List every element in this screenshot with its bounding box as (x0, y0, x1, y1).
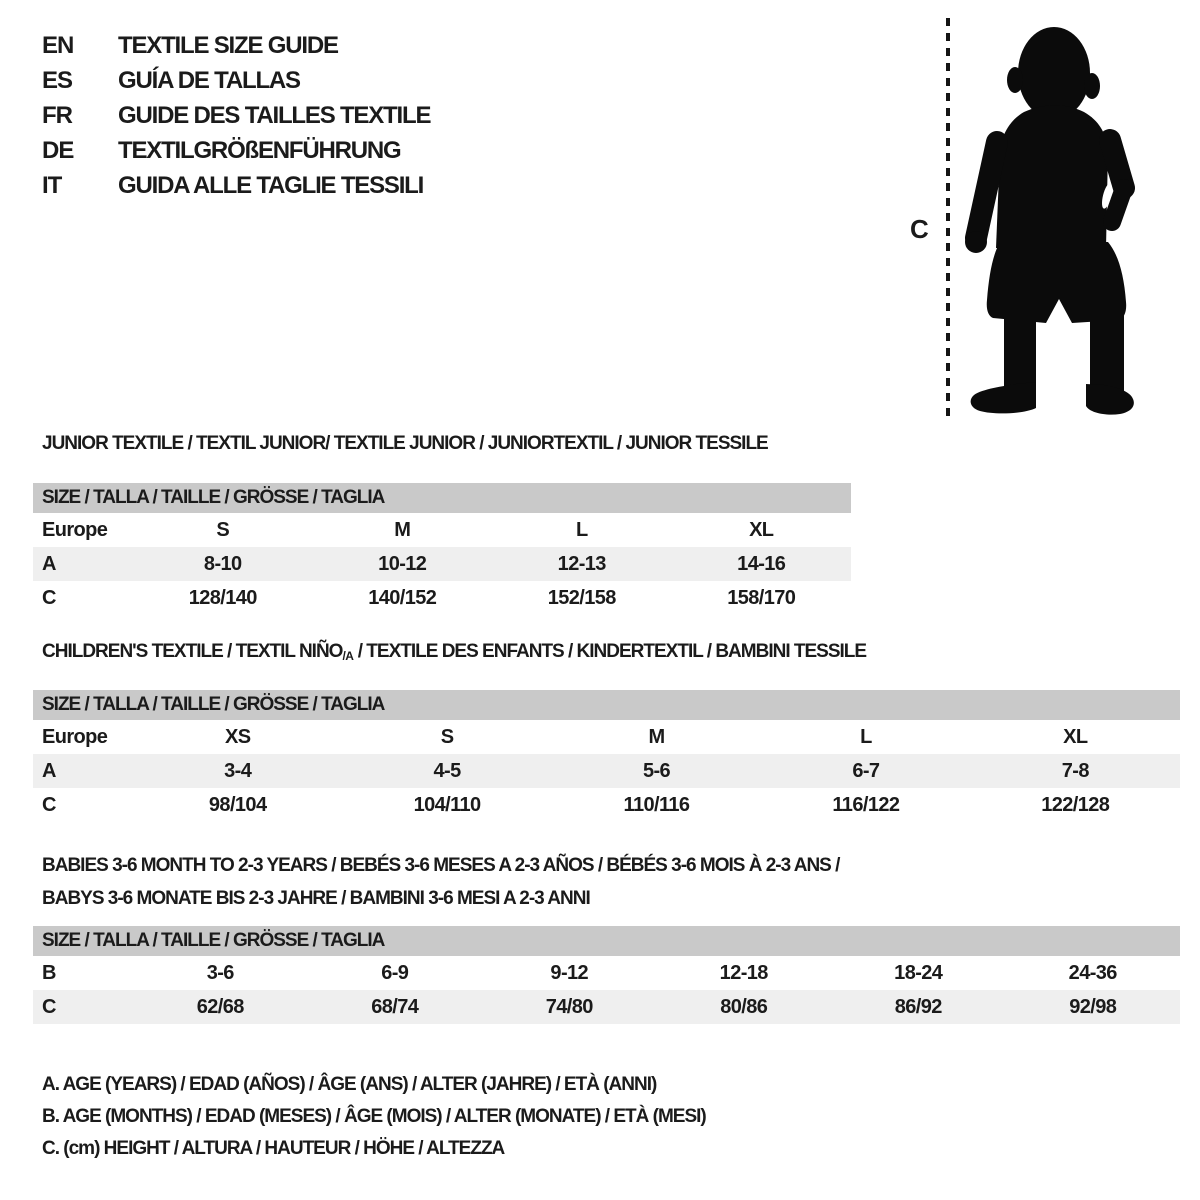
months-cell: 3-6 (206, 962, 234, 984)
row-label: B (42, 962, 56, 984)
height-cell: 92/98 (1069, 996, 1117, 1018)
height-measure-label: C (910, 214, 929, 244)
row-label: A (42, 553, 56, 575)
babies-title-line2: BABYS 3-6 MONATE BIS 2-3 JAHRE / BAMBINI 3-6 MESI A 2-3 ANNI (42, 888, 590, 909)
months-cell: 18-24 (894, 962, 943, 984)
babies-title-line1: BABIES 3-6 MONTH TO 2-3 YEARS / BEBÉS 3-6 MESES A 2-3 AÑOS / BÉBÉS 3-6 MOIS À 2-3 ANS / (42, 855, 840, 876)
size-cell: S (440, 726, 454, 748)
size-header-band (33, 926, 1180, 956)
table-row-europe (33, 720, 1180, 754)
children-table-title (42, 640, 866, 668)
table-row-height (33, 990, 1180, 1024)
height-cell: 116/122 (832, 794, 900, 816)
months-cell: 9-12 (550, 962, 589, 984)
language-row-it (42, 168, 430, 203)
babies-size-table (33, 926, 1180, 1024)
height-cell: 80/86 (720, 996, 768, 1018)
age-cell: 12-13 (557, 553, 606, 575)
table-row-height (33, 581, 851, 615)
size-cell: S (216, 519, 230, 541)
language-code: EN (42, 31, 74, 59)
size-header-label: SIZE / TALLA / TAILLE / GRÖSSE / TAGLIA (42, 930, 385, 951)
language-title: GUIDE DES TAILLES TEXTILE (118, 101, 431, 129)
language-row-fr (42, 98, 430, 133)
height-cell: 110/116 (623, 794, 690, 816)
row-label: A (42, 760, 56, 782)
table-row-europe (33, 513, 851, 547)
measurement-legend (42, 1069, 706, 1165)
height-cell: 62/68 (196, 996, 244, 1018)
height-cell: 86/92 (894, 996, 942, 1018)
age-cell: 8-10 (203, 553, 242, 575)
row-label: C (42, 587, 56, 609)
size-cell: M (394, 519, 411, 541)
row-label: C (42, 996, 56, 1018)
height-measure-dashed-line (946, 18, 950, 416)
size-header-band (33, 483, 851, 513)
row-label: Europe (42, 726, 108, 748)
legend-height-cm: C. (cm) HEIGHT / ALTURA / HAUTEUR / HÖHE / ALTEZZA (42, 1138, 505, 1159)
language-title: TEXTILGRÖßENFÜHRUNG (118, 136, 401, 164)
size-header-label: SIZE / TALLA / TAILLE / GRÖSSE / TAGLIA (42, 487, 385, 508)
age-cell: 10-12 (378, 553, 427, 575)
months-cell: 12-18 (719, 962, 768, 984)
height-cell: 122/128 (1041, 794, 1110, 816)
language-row-de (42, 133, 430, 168)
junior-size-table (33, 483, 851, 615)
children-title-pre: CHILDREN'S TEXTILE / TEXTIL NIÑO (42, 641, 343, 662)
language-title: GUÍA DE TALLAS (118, 66, 300, 94)
children-title-post: / TEXTILE DES ENFANTS / KINDERTEXTIL / BAMBINI TESSILE (353, 641, 867, 662)
height-cell: 152/158 (547, 587, 616, 609)
height-cell: 140/152 (368, 587, 437, 609)
age-cell: 5-6 (642, 760, 671, 782)
junior-table-title: JUNIOR TEXTILE / TEXTIL JUNIOR/ TEXTILE JUNIOR / JUNIORTEXTIL / JUNIOR TESSILE (42, 433, 768, 454)
legend-age-years: A. AGE (YEARS) / EDAD (AÑOS) / ÂGE (ANS) / ALTER (JAHRE) / ETÀ (ANNI) (42, 1074, 657, 1095)
table-row-height (33, 788, 1180, 822)
table-row-age (33, 547, 851, 581)
size-header-band (33, 690, 1180, 720)
language-code: FR (42, 101, 72, 129)
size-header-label: SIZE / TALLA / TAILLE / GRÖSSE / TAGLIA (42, 694, 385, 715)
size-cell: M (648, 726, 665, 748)
children-title-sub: /A (342, 649, 354, 663)
size-cell: L (860, 726, 872, 748)
months-cell: 24-36 (1068, 962, 1117, 984)
language-code: IT (42, 171, 62, 199)
months-cell: 6-9 (381, 962, 409, 984)
height-cell: 158/170 (727, 587, 796, 609)
babies-table-title (42, 849, 962, 915)
height-cell: 104/110 (413, 794, 481, 816)
age-cell: 4-5 (433, 760, 461, 782)
height-cell: 128/140 (188, 587, 257, 609)
age-cell: 6-7 (852, 760, 880, 782)
height-cell: 74/80 (545, 996, 593, 1018)
language-row-en (42, 28, 430, 63)
children-size-table (33, 690, 1180, 822)
table-row-age (33, 754, 1180, 788)
language-row-es (42, 63, 430, 98)
height-cell: 68/74 (371, 996, 419, 1018)
language-code: ES (42, 66, 73, 94)
size-cell: XL (1063, 726, 1088, 748)
language-code: DE (42, 136, 74, 164)
table-row-months (33, 956, 1180, 990)
language-title: TEXTILE SIZE GUIDE (118, 31, 338, 59)
age-cell: 14-16 (737, 553, 786, 575)
height-cell: 98/104 (208, 794, 267, 816)
row-label: Europe (42, 519, 108, 541)
language-title: GUIDA ALLE TAGLIE TESSILI (118, 171, 424, 199)
size-cell: XL (749, 519, 774, 541)
age-cell: 7-8 (1061, 760, 1089, 782)
row-label: C (42, 794, 56, 816)
language-title-list (42, 28, 430, 203)
size-cell: L (575, 519, 588, 541)
age-cell: 3-4 (224, 760, 252, 782)
legend-age-months: B. AGE (MONTHS) / EDAD (MESES) / ÂGE (MOIS) / ALTER (MONATE) / ETÀ (MESI) (42, 1106, 706, 1127)
toddler-silhouette-icon (963, 16, 1140, 424)
size-cell: XS (224, 726, 251, 748)
